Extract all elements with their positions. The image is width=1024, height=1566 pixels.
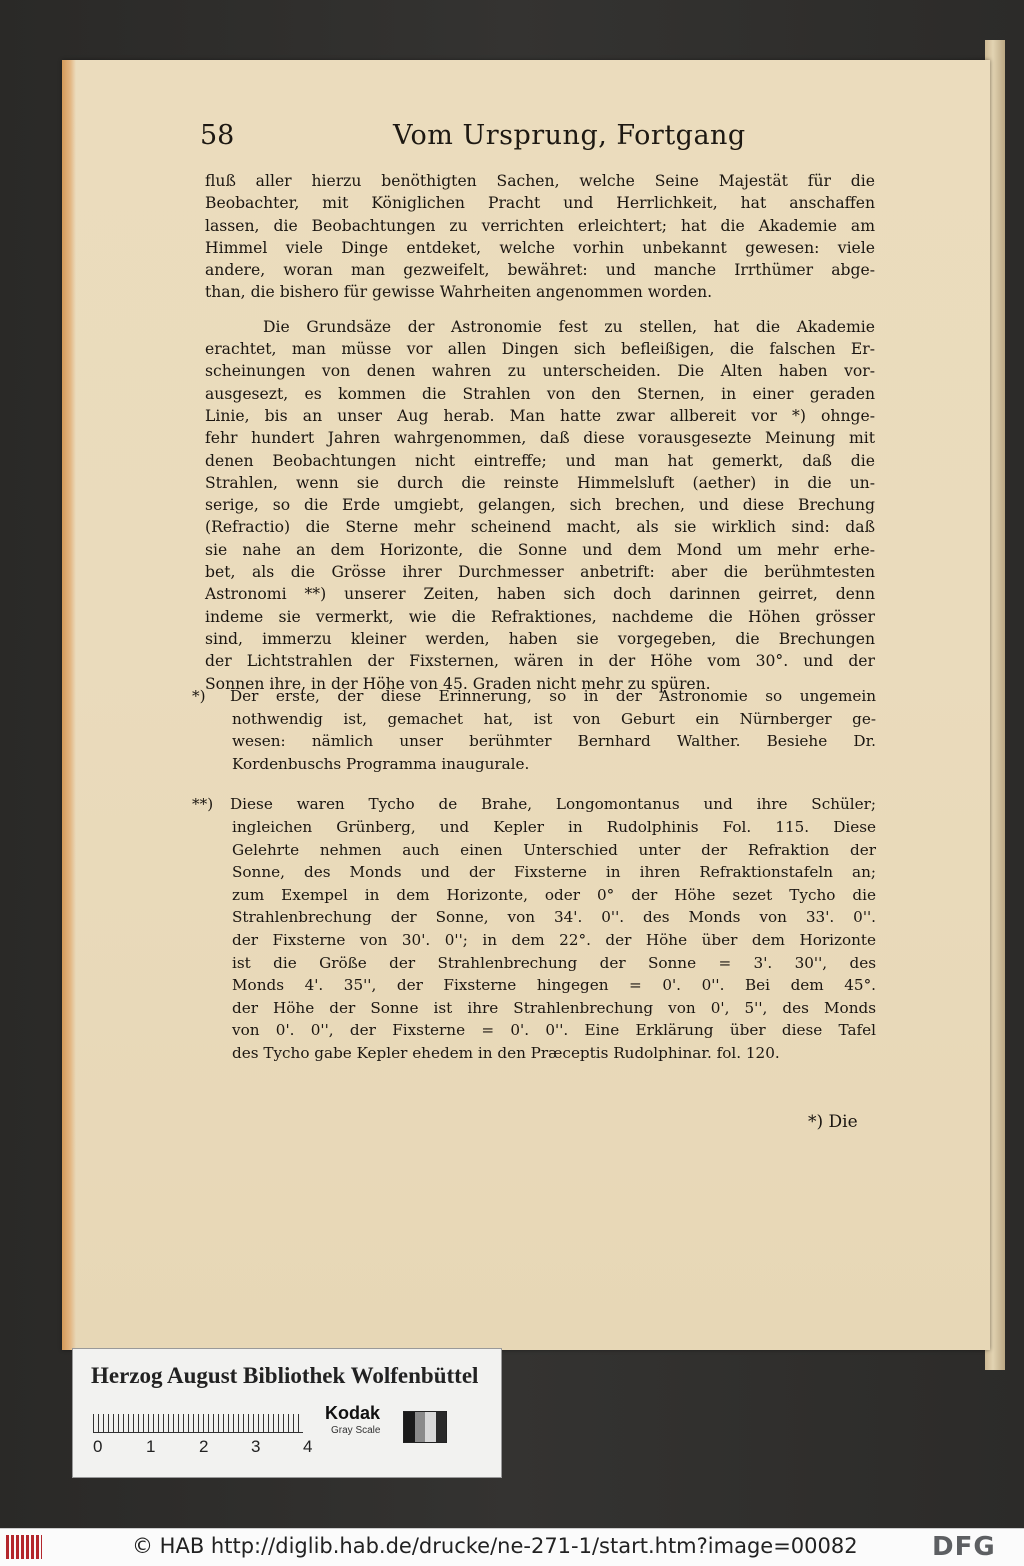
running-head — [200, 120, 880, 160]
ruler-numbers — [85, 1437, 325, 1459]
text-line: andere, woran man gezweifelt, bewähret: und manche Irrthümer abge- — [205, 261, 875, 280]
dfg-logo: DFG — [932, 1532, 996, 1562]
footnote-line: ist die Größe der Strahlenbrechung der Sonne = 3'. 30'', des — [232, 953, 876, 972]
source-url-text[interactable]: © HAB http://diglib.hab.de/drucke/ne-271-1/start.htm?image=00082 — [132, 1534, 858, 1558]
footnote-line: Monds 4'. 35'', der Fixsterne hingegen = 0'. 0''. Bei dem 45°. — [232, 976, 876, 995]
catchword: *) Die — [808, 1112, 858, 1132]
footnote-line: Sonne, des Monds und der Fixsterne in ihren Refraktionstafeln an; — [232, 863, 876, 882]
footer-bar — [0, 1528, 1024, 1566]
text-line: Astronomi **) unserer Zeiten, haben sich doch darinnen geirret, denn — [205, 585, 875, 604]
text-line: denen Beobachtungen nicht eintreffe; und man hat gemerkt, daß die — [205, 451, 875, 470]
text-line: indeme sie vermerkt, wie die Refraktiones, nachdeme die Höhen grösser — [205, 607, 875, 626]
text-line: than, die bishero für gewisse Wahrheiten angenommen worden. — [205, 283, 713, 302]
library-name: Herzog August Bibliothek Wolfenbüttel — [91, 1363, 479, 1388]
text-line: Die Grundsäze der Astronomie fest zu stellen, hat die Akademie — [263, 317, 875, 336]
gray-swatch — [425, 1412, 436, 1442]
footnotes — [192, 685, 876, 1065]
text-line: Strahlen, wenn sie durch die reinste Himmelsluft (aether) in die un- — [205, 473, 875, 492]
ruler-number: 4 — [303, 1437, 313, 1456]
kodak-logo: Kodak — [325, 1403, 381, 1423]
footnote-line: der Fixsterne von 30'. 0''; in dem 22°. der Höhe über dem Horizonte — [232, 930, 876, 949]
ruler-number: 2 — [199, 1437, 209, 1456]
text-line: fehr hundert Jahren wahrgenommen, daß diese vorausgesezte Meinung mit — [205, 429, 875, 448]
text-line: sie nahe an dem Horizonte, die Sonne und dem Mond um mehr erhe- — [205, 540, 875, 559]
gray-swatch — [415, 1412, 426, 1442]
gray-swatch — [436, 1412, 447, 1442]
footnote-mark: **) — [192, 795, 214, 814]
page-gutter-edge — [62, 60, 76, 1350]
scale-ruler — [93, 1404, 303, 1433]
main-text — [205, 170, 875, 695]
footnote-line: ingleichen Grünberg, und Kepler in Rudolphinis Fol. 115. Diese — [232, 817, 876, 836]
ruler-number: 1 — [146, 1437, 156, 1456]
text-line: erachtet, man müsse vor allen Dingen sich befleißigen, die falschen Er- — [205, 340, 875, 359]
footnote-line: wesen: nämlich unser berühmter Bernhard Walther. Besiehe Dr. — [232, 732, 876, 751]
text-line: serige, so die Erde umgiebt, gelangen, sich brechen, und diese Brechung — [205, 496, 875, 515]
footnote-line: Kordenbuschs Programma inaugurale. — [232, 754, 530, 773]
text-line: (Refractio) die Sterne mehr scheinend macht, als sie wirklich sind: daß — [205, 518, 875, 537]
footnote-line: zum Exempel in dem Horizonte, oder 0° der Höhe sezet Tycho die — [232, 885, 876, 904]
text-line: Beobachter, mit Königlichen Pracht und Herrlichkeit, hat anschaffen — [205, 194, 875, 213]
text-line: der Lichtstrahlen der Fixsternen, wären in der Höhe vom 30°. und der — [205, 652, 875, 671]
footnote-line: Strahlenbrechung der Sonne, von 34'. 0''. des Monds von 33'. 0''. — [232, 908, 876, 927]
footnote-line: nothwendig ist, gemachet hat, ist von Geburt ein Nürnberger ge- — [232, 709, 876, 728]
text-line: Sonnen ihre, in der Höhe von 45. Graden nicht mehr zu spüren. — [205, 674, 711, 693]
running-title: Vom Ursprung, Fortgang — [393, 120, 746, 151]
kodak-subtitle: Gray Scale — [331, 1425, 381, 1436]
page-number: 58 — [200, 120, 235, 151]
ruler-number: 3 — [251, 1437, 261, 1456]
footnote-line: Gelehrte nehmen auch einen Unterschied unter der Refraktion der — [232, 840, 876, 859]
hab-logo-icon — [6, 1535, 42, 1559]
text-line: Himmel viele Dinge entdeket, welche vorhin unbekannt gewesen: viele — [205, 238, 875, 257]
text-line: fluß aller hierzu benöthigten Sachen, welche Seine Majestät für die — [205, 172, 875, 190]
text-line: scheinungen von denen wahren zu unterscheiden. Die Alten haben vor- — [205, 362, 875, 381]
library-color-card — [72, 1348, 502, 1478]
text-line: ausgesezt, es kommen die Strahlen von den Sternen, in einer geraden — [205, 384, 875, 403]
footnote-line: **) Diese waren Tycho de Brahe, Longomontanus und ihre Schüler; — [192, 793, 876, 816]
footnote-line: von 0'. 0'', der Fixsterne = 0'. 0''. Eine Erklärung über diese Tafel — [232, 1021, 876, 1040]
text-line: lassen, die Beobachtungen zu verrichten erleichtert; hat die Akademie am — [205, 216, 875, 235]
footnote-line: der Höhe der Sonne ist ihre Strahlenbrechung von 0', 5'', des Monds — [232, 998, 876, 1017]
text-line: Linie, bis an unser Aug herab. Man hatte zwar allbereit vor *) ohnge- — [205, 406, 875, 425]
text-line: bet, als die Grösse ihrer Durchmesser anbetrift: aber die berühmtesten — [205, 563, 875, 582]
gray-swatch — [404, 1412, 415, 1442]
footnote-line: *) Der erste, der diese Erinnerung, so in der Astronomie so ungemein — [192, 685, 876, 708]
gray-scale-swatches — [403, 1411, 447, 1443]
footnote-mark: *) — [192, 687, 206, 705]
footnote-line: des Tycho gabe Kepler ehedem in den Præceptis Rudolphinar. fol. 120. — [232, 1043, 780, 1062]
ruler-number: 0 — [93, 1437, 103, 1456]
text-line: sind, immerzu kleiner werden, haben sie vorgegeben, die Brechungen — [205, 629, 875, 648]
